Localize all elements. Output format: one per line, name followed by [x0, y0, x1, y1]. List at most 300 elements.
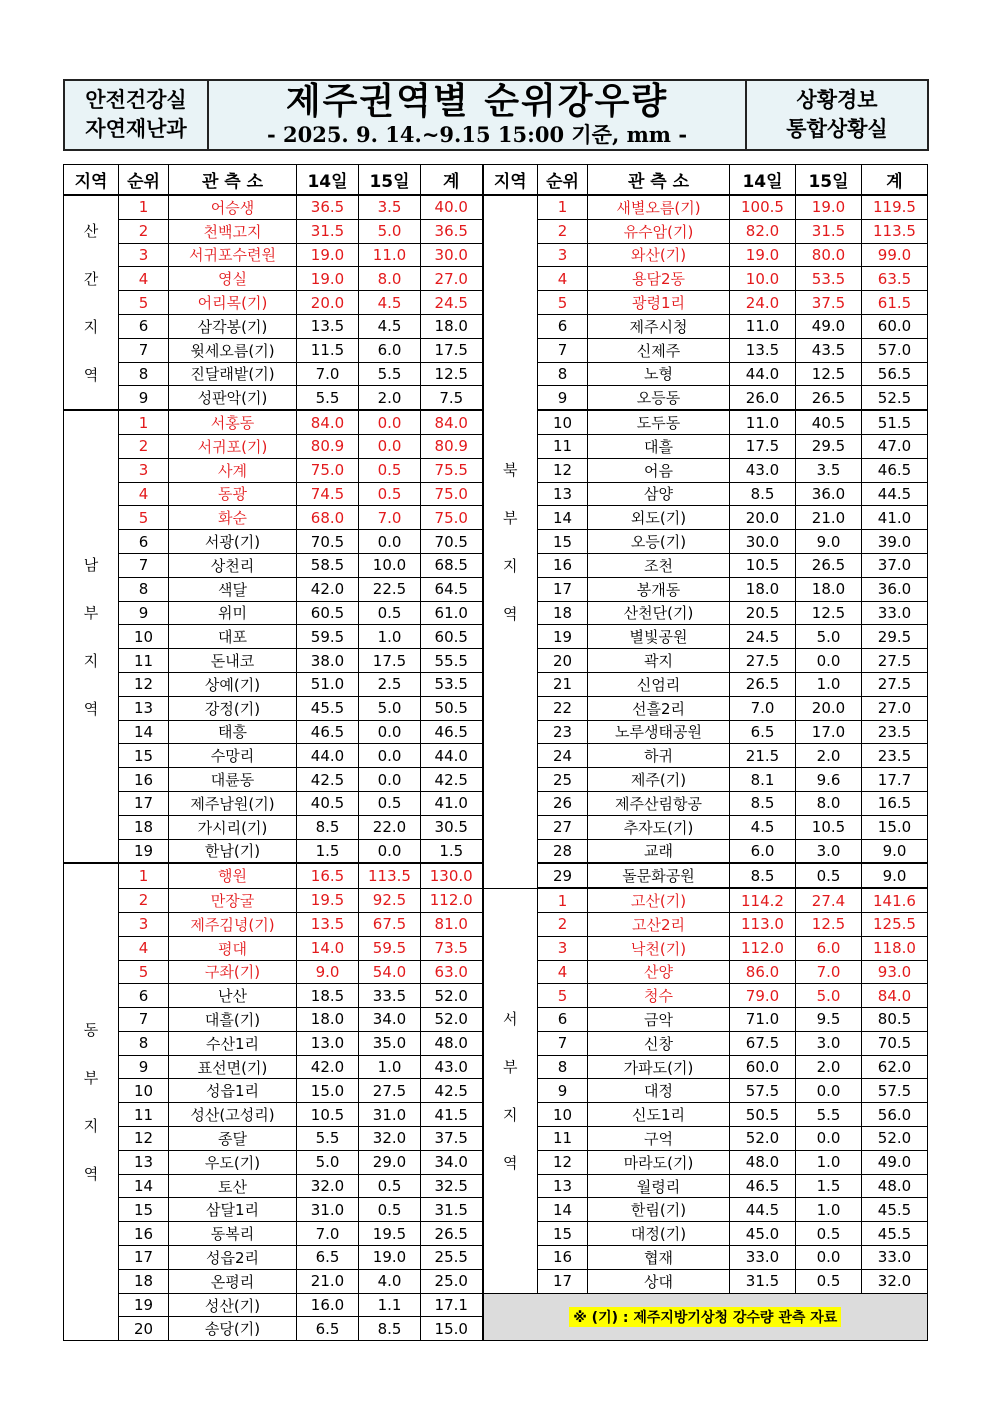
rain-15: 0.0 — [359, 410, 421, 434]
rank: 15 — [538, 1222, 588, 1246]
station-name: 온평리 — [169, 1269, 297, 1293]
rank: 13 — [538, 1174, 588, 1198]
rain-15: 92.5 — [359, 888, 421, 912]
rain-14: 5.5 — [297, 386, 359, 410]
title-box — [209, 81, 747, 149]
station-name: 제주시청 — [588, 314, 730, 338]
column-header: 계 — [421, 165, 483, 196]
rain-total: 52.0 — [421, 1008, 483, 1032]
rain-14: 112.0 — [730, 936, 796, 960]
rain-15: 0.5 — [359, 1174, 421, 1198]
rain-15: 27.5 — [359, 1079, 421, 1103]
rank: 5 — [119, 291, 169, 315]
rank: 3 — [119, 458, 169, 482]
rank: 7 — [119, 553, 169, 577]
station-name: 유수암(기) — [588, 219, 730, 243]
rank: 8 — [119, 577, 169, 601]
rank: 27 — [538, 815, 588, 839]
station-name: 강정(기) — [169, 696, 297, 720]
rain-total: 41.0 — [421, 791, 483, 815]
rank: 10 — [538, 410, 588, 434]
rain-14: 13.5 — [730, 338, 796, 362]
rain-15: 19.5 — [359, 1222, 421, 1246]
rain-total: 27.0 — [862, 696, 928, 720]
rain-total: 84.0 — [421, 410, 483, 434]
station-name: 노형 — [588, 362, 730, 386]
column-header: 순위 — [538, 165, 588, 196]
rank: 5 — [119, 506, 169, 530]
rain-14: 27.5 — [730, 649, 796, 673]
rain-14: 10.5 — [730, 553, 796, 577]
rank: 16 — [538, 1246, 588, 1270]
station-name: 성산(기) — [169, 1293, 297, 1317]
rain-14: 19.5 — [297, 888, 359, 912]
rain-total: 99.0 — [862, 243, 928, 267]
rain-total: 27.5 — [862, 672, 928, 696]
rain-15: 18.0 — [796, 577, 862, 601]
station-name: 수산1리 — [169, 1031, 297, 1055]
rain-14: 18.5 — [297, 984, 359, 1008]
rain-14: 1.5 — [297, 839, 359, 863]
station-name: 한림(기) — [588, 1198, 730, 1222]
rank: 1 — [119, 410, 169, 434]
station-name: 구좌(기) — [169, 960, 297, 984]
rank: 6 — [538, 314, 588, 338]
rain-15: 3.0 — [796, 839, 862, 863]
station-name: 삼각봉(기) — [169, 314, 297, 338]
station-name: 새별오름(기) — [588, 195, 730, 219]
region-mountain: 산 간 지 역 — [64, 195, 119, 410]
rain-15: 1.0 — [796, 1198, 862, 1222]
column-header: 14일 — [730, 165, 796, 196]
rain-15: 12.5 — [796, 912, 862, 936]
rain-14: 57.5 — [730, 1079, 796, 1103]
rain-15: 0.5 — [796, 1222, 862, 1246]
rank: 18 — [119, 1269, 169, 1293]
rank: 2 — [119, 219, 169, 243]
station-name: 서광(기) — [169, 530, 297, 554]
rain-15: 0.5 — [359, 791, 421, 815]
rain-total: 15.0 — [862, 815, 928, 839]
rain-total: 112.0 — [421, 888, 483, 912]
rank: 3 — [538, 243, 588, 267]
region-north: 북 부 지 역 — [483, 195, 538, 888]
rain-total: 23.5 — [862, 720, 928, 744]
rain-15: 0.0 — [359, 720, 421, 744]
rain-14: 21.5 — [730, 744, 796, 768]
rank: 20 — [119, 1317, 169, 1341]
column-header: 지역 — [64, 165, 119, 196]
rain-total: 80.5 — [862, 1008, 928, 1032]
department-box — [65, 81, 209, 149]
rain-14: 20.5 — [730, 601, 796, 625]
office-line1: 상황경보 — [796, 88, 878, 112]
station-name: 평대 — [169, 936, 297, 960]
rank: 12 — [119, 672, 169, 696]
rain-14: 44.5 — [730, 1198, 796, 1222]
station-name: 성판악(기) — [169, 386, 297, 410]
station-name: 노루생태공원 — [588, 720, 730, 744]
rain-14: 67.5 — [730, 1031, 796, 1055]
rain-14: 58.5 — [297, 553, 359, 577]
station-name: 와산(기) — [588, 243, 730, 267]
rain-15: 8.5 — [359, 1317, 421, 1341]
rank: 11 — [119, 1103, 169, 1127]
station-name: 화순 — [169, 506, 297, 530]
rain-total: 52.0 — [862, 1127, 928, 1151]
station-name: 선흘2리 — [588, 696, 730, 720]
rain-14: 8.5 — [730, 482, 796, 506]
rain-14: 8.1 — [730, 768, 796, 792]
rank: 6 — [538, 1008, 588, 1032]
rain-total: 63.0 — [421, 960, 483, 984]
rain-total: 141.6 — [862, 888, 928, 912]
station-name: 금악 — [588, 1008, 730, 1032]
rain-total: 81.0 — [421, 912, 483, 936]
rain-15: 8.0 — [796, 791, 862, 815]
rank: 21 — [538, 672, 588, 696]
rank: 11 — [119, 649, 169, 673]
station-name: 조천 — [588, 553, 730, 577]
station-name: 종달 — [169, 1127, 297, 1151]
rank: 12 — [538, 1150, 588, 1174]
column-header: 지역 — [483, 165, 538, 196]
office-box — [747, 81, 927, 149]
rain-14: 100.5 — [730, 195, 796, 219]
rain-15: 40.5 — [796, 410, 862, 434]
rank: 1 — [119, 195, 169, 219]
rain-15: 5.0 — [359, 696, 421, 720]
rain-15: 35.0 — [359, 1031, 421, 1055]
rain-total: 15.0 — [421, 1317, 483, 1341]
rain-14: 20.0 — [297, 291, 359, 315]
rank: 10 — [119, 625, 169, 649]
rain-15: 2.5 — [359, 672, 421, 696]
rain-15: 29.5 — [796, 434, 862, 458]
rain-total: 30.0 — [421, 243, 483, 267]
rain-total: 75.0 — [421, 506, 483, 530]
rank: 25 — [538, 768, 588, 792]
report-header — [63, 79, 929, 151]
station-name: 우도(기) — [169, 1150, 297, 1174]
rank: 16 — [119, 1222, 169, 1246]
rank: 4 — [538, 960, 588, 984]
rain-14: 7.0 — [730, 696, 796, 720]
rank: 8 — [538, 1055, 588, 1079]
rain-15: 6.0 — [359, 338, 421, 362]
rain-14: 21.0 — [297, 1269, 359, 1293]
station-name: 광령1리 — [588, 291, 730, 315]
rain-15: 0.0 — [796, 649, 862, 673]
rain-15: 0.5 — [359, 482, 421, 506]
rain-15: 12.5 — [796, 601, 862, 625]
rain-15: 0.0 — [796, 1127, 862, 1151]
note-box — [483, 1293, 928, 1341]
station-name: 제주김녕(기) — [169, 912, 297, 936]
rain-14: 7.0 — [297, 362, 359, 386]
station-name: 토산 — [169, 1174, 297, 1198]
rank: 3 — [119, 912, 169, 936]
rank: 4 — [119, 482, 169, 506]
rain-14: 13.0 — [297, 1031, 359, 1055]
rain-total: 70.5 — [862, 1031, 928, 1055]
rain-15: 0.5 — [796, 863, 862, 888]
rain-total: 29.5 — [862, 625, 928, 649]
rank: 1 — [538, 195, 588, 219]
rain-14: 5.5 — [297, 1127, 359, 1151]
rain-total: 60.5 — [421, 625, 483, 649]
station-name: 색달 — [169, 577, 297, 601]
rain-15: 53.5 — [796, 267, 862, 291]
rain-14: 79.0 — [730, 984, 796, 1008]
rank: 11 — [538, 1127, 588, 1151]
rain-15: 4.5 — [359, 291, 421, 315]
rain-14: 20.0 — [730, 506, 796, 530]
rank: 9 — [119, 601, 169, 625]
rain-15: 113.5 — [359, 863, 421, 888]
rank: 5 — [119, 960, 169, 984]
rain-total: 40.0 — [421, 195, 483, 219]
station-name: 고산(기) — [588, 888, 730, 912]
rain-total: 75.5 — [421, 458, 483, 482]
rain-15: 0.5 — [796, 1269, 862, 1293]
rain-15: 80.0 — [796, 243, 862, 267]
rain-total: 17.1 — [421, 1293, 483, 1317]
rain-total: 27.0 — [421, 267, 483, 291]
station-name: 동복리 — [169, 1222, 297, 1246]
rain-total: 125.5 — [862, 912, 928, 936]
station-name: 가시리(기) — [169, 815, 297, 839]
rain-15: 1.0 — [796, 1150, 862, 1174]
rain-15: 5.0 — [796, 625, 862, 649]
rain-14: 5.0 — [297, 1150, 359, 1174]
rain-total: 130.0 — [421, 863, 483, 888]
rain-total: 34.0 — [421, 1150, 483, 1174]
rank: 7 — [538, 1031, 588, 1055]
rain-total: 17.5 — [421, 338, 483, 362]
rain-14: 42.5 — [297, 768, 359, 792]
rank: 16 — [538, 553, 588, 577]
rain-14: 13.5 — [297, 314, 359, 338]
rain-14: 45.0 — [730, 1222, 796, 1246]
table-row — [64, 1293, 928, 1317]
rank: 4 — [538, 267, 588, 291]
rain-total: 42.5 — [421, 768, 483, 792]
rain-15: 34.0 — [359, 1008, 421, 1032]
rain-total: 52.5 — [862, 386, 928, 410]
rank: 2 — [119, 434, 169, 458]
rain-15: 49.0 — [796, 314, 862, 338]
rain-14: 7.0 — [297, 1222, 359, 1246]
rank: 6 — [119, 530, 169, 554]
station-name: 산천단(기) — [588, 601, 730, 625]
rank: 9 — [538, 1079, 588, 1103]
station-name: 천백고지 — [169, 219, 297, 243]
rain-14: 71.0 — [730, 1008, 796, 1032]
station-name: 신엄리 — [588, 672, 730, 696]
rank: 19 — [119, 839, 169, 863]
rain-total: 63.5 — [862, 267, 928, 291]
rain-total: 30.5 — [421, 815, 483, 839]
rain-14: 44.0 — [730, 362, 796, 386]
rain-15: 17.0 — [796, 720, 862, 744]
rain-14: 46.5 — [297, 720, 359, 744]
rain-total: 39.0 — [862, 530, 928, 554]
rain-total: 46.5 — [421, 720, 483, 744]
page-subtitle: - 2025. 9. 14.~9.15 15:00 기준, mm - — [266, 122, 688, 147]
column-header: 계 — [862, 165, 928, 196]
rain-14: 31.0 — [297, 1198, 359, 1222]
station-name: 삼달1리 — [169, 1198, 297, 1222]
rain-total: 52.0 — [421, 984, 483, 1008]
station-name: 만장굴 — [169, 888, 297, 912]
department-line2: 자연재난과 — [85, 117, 187, 141]
station-name: 교래 — [588, 839, 730, 863]
rank: 18 — [119, 815, 169, 839]
rain-14: 52.0 — [730, 1127, 796, 1151]
rain-total: 36.5 — [421, 219, 483, 243]
rain-14: 31.5 — [730, 1269, 796, 1293]
rain-total: 118.0 — [862, 936, 928, 960]
rain-15: 1.0 — [796, 672, 862, 696]
rain-15: 1.0 — [359, 1055, 421, 1079]
station-name: 어리목(기) — [169, 291, 297, 315]
rain-15: 21.0 — [796, 506, 862, 530]
rank: 19 — [538, 625, 588, 649]
rain-15: 20.0 — [796, 696, 862, 720]
rain-total: 80.9 — [421, 434, 483, 458]
rank: 2 — [538, 912, 588, 936]
rain-14: 13.5 — [297, 912, 359, 936]
station-name: 성산(고성리) — [169, 1103, 297, 1127]
region-west: 서 부 지 역 — [483, 888, 538, 1293]
rank: 7 — [119, 1008, 169, 1032]
rank: 13 — [119, 696, 169, 720]
rain-total: 113.5 — [862, 219, 928, 243]
rain-15: 0.5 — [359, 458, 421, 482]
rain-total: 51.5 — [862, 410, 928, 434]
rank: 22 — [538, 696, 588, 720]
rain-14: 6.5 — [297, 1246, 359, 1270]
rain-15: 22.0 — [359, 815, 421, 839]
rank: 17 — [538, 1269, 588, 1293]
rank: 9 — [538, 386, 588, 410]
station-name: 송당(기) — [169, 1317, 297, 1341]
rain-total: 64.5 — [421, 577, 483, 601]
rain-15: 0.0 — [359, 434, 421, 458]
station-name: 어음 — [588, 458, 730, 482]
rain-15: 2.0 — [796, 1055, 862, 1079]
station-name: 대흘(기) — [169, 1008, 297, 1032]
station-name: 성읍2리 — [169, 1246, 297, 1270]
table-row — [64, 888, 928, 912]
rain-15: 3.5 — [796, 458, 862, 482]
rain-total: 75.0 — [421, 482, 483, 506]
rank: 3 — [538, 936, 588, 960]
rain-14: 31.5 — [297, 219, 359, 243]
rain-14: 16.0 — [297, 1293, 359, 1317]
rain-14: 46.5 — [730, 1174, 796, 1198]
rain-15: 67.5 — [359, 912, 421, 936]
rain-total: 1.5 — [421, 839, 483, 863]
rain-14: 19.0 — [730, 243, 796, 267]
rain-total: 93.0 — [862, 960, 928, 984]
station-name: 진달래밭(기) — [169, 362, 297, 386]
region-south: 남 부 지 역 — [64, 410, 119, 863]
station-name: 동광 — [169, 482, 297, 506]
rain-14: 33.0 — [730, 1246, 796, 1270]
page-title: 제주권역별 순위강우량 — [285, 81, 669, 122]
rain-15: 10.0 — [359, 553, 421, 577]
rain-total: 44.0 — [421, 744, 483, 768]
station-name: 수망리 — [169, 744, 297, 768]
rain-total: 26.5 — [421, 1222, 483, 1246]
rain-15: 5.0 — [359, 219, 421, 243]
station-name: 월령리 — [588, 1174, 730, 1198]
table-row — [64, 195, 928, 219]
rain-14: 8.5 — [730, 791, 796, 815]
rain-total: 36.0 — [862, 577, 928, 601]
rain-15: 5.0 — [796, 984, 862, 1008]
rain-total: 24.5 — [421, 291, 483, 315]
rank: 7 — [119, 338, 169, 362]
rain-total: 68.5 — [421, 553, 483, 577]
rain-15: 12.5 — [796, 362, 862, 386]
column-header: 15일 — [359, 165, 421, 196]
rain-total: 44.5 — [862, 482, 928, 506]
rainfall-table — [63, 164, 928, 1341]
rain-14: 48.0 — [730, 1150, 796, 1174]
rain-total: 16.5 — [862, 791, 928, 815]
rank: 8 — [538, 362, 588, 386]
rank: 14 — [538, 506, 588, 530]
rain-total: 62.0 — [862, 1055, 928, 1079]
rain-14: 36.5 — [297, 195, 359, 219]
rain-14: 17.5 — [730, 434, 796, 458]
rain-total: 73.5 — [421, 936, 483, 960]
rain-14: 45.5 — [297, 696, 359, 720]
rain-total: 43.0 — [421, 1055, 483, 1079]
station-name: 제주남원(기) — [169, 791, 297, 815]
rain-15: 59.5 — [359, 936, 421, 960]
rank: 10 — [119, 1079, 169, 1103]
rain-total: 9.0 — [862, 863, 928, 888]
rain-14: 50.5 — [730, 1103, 796, 1127]
rain-14: 24.5 — [730, 625, 796, 649]
station-name: 위미 — [169, 601, 297, 625]
rank: 11 — [538, 434, 588, 458]
rain-15: 7.0 — [796, 960, 862, 984]
rain-14: 82.0 — [730, 219, 796, 243]
rain-14: 59.5 — [297, 625, 359, 649]
station-name: 대흘 — [588, 434, 730, 458]
station-name: 제주산림항공 — [588, 791, 730, 815]
rank: 5 — [538, 291, 588, 315]
rank: 17 — [119, 1246, 169, 1270]
station-name: 산양 — [588, 960, 730, 984]
station-name: 서홍동 — [169, 410, 297, 434]
rain-15: 0.0 — [359, 744, 421, 768]
station-name: 난산 — [169, 984, 297, 1008]
station-name: 어승생 — [169, 195, 297, 219]
station-name: 도두동 — [588, 410, 730, 434]
rain-14: 84.0 — [297, 410, 359, 434]
source-note: ※ (기) : 제주지방기상청 강수량 관측 자료 — [569, 1307, 841, 1327]
rank: 13 — [119, 1150, 169, 1174]
rain-14: 60.5 — [297, 601, 359, 625]
rain-15: 0.5 — [359, 601, 421, 625]
rain-total: 46.5 — [862, 458, 928, 482]
